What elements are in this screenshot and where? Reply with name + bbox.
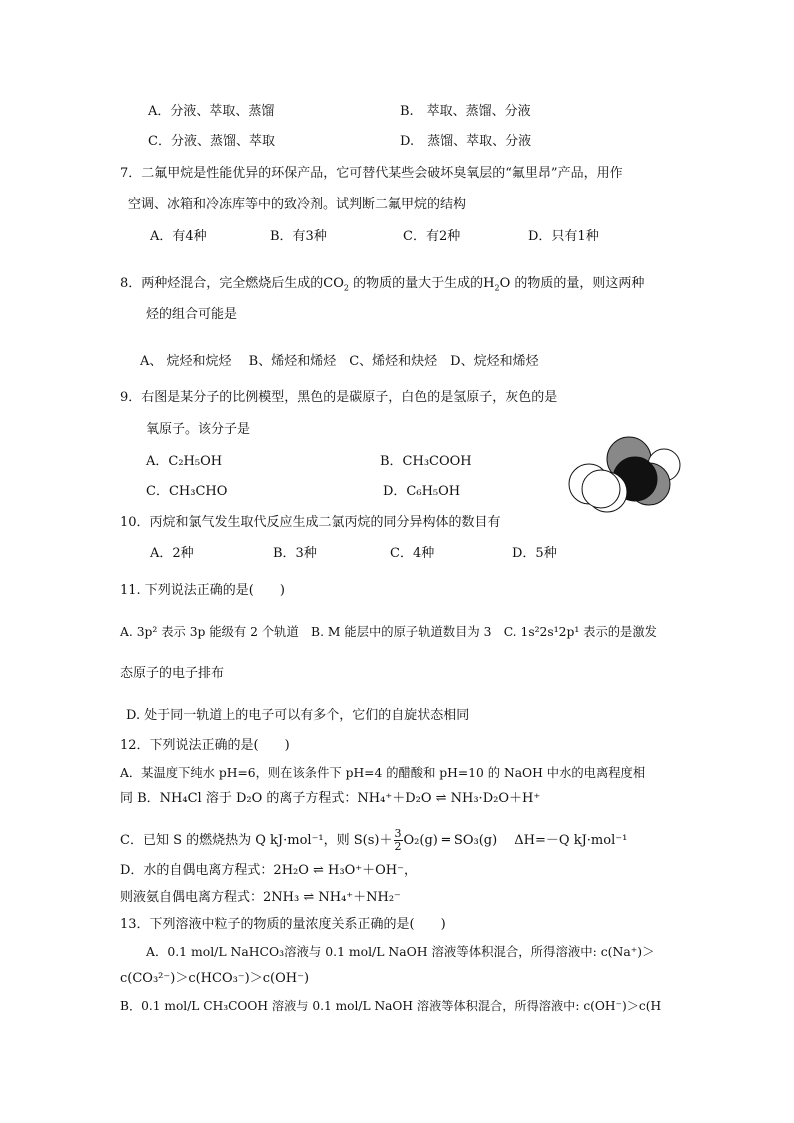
hydrogen-atom-front	[582, 470, 620, 508]
q12-option-a-line2: 同 B．NH₄Cl 溶于 D₂O 的离子方程式：NH₄⁺＋D₂O ⇌ NH₃·D₂O＋H⁺	[120, 791, 541, 806]
q6-option-d: D. 蒸馏、萃取、分液	[400, 134, 532, 149]
q12-option-d-line1: D．水的自偶电离方程式：2H₂O ⇌ H₃O⁺＋OH⁻，	[120, 863, 417, 878]
q7-stem-line2: 空调、冰箱和冷冻库等中的致冷剂。试判断二氟甲烷的结构	[128, 197, 467, 212]
q12-stem: 12．下列说法正确的是( )	[120, 738, 290, 753]
q11-option-c-cont: 态原子的电子排布	[120, 666, 225, 681]
q13-option-a-line1: A．0.1 mol/L NaHCO₃溶液与 0.1 mol/L NaOH 溶液等体积混合，所得溶液中: c(Na⁺)＞	[146, 944, 655, 959]
q10-stem: 10．丙烷和氯气发生取代反应生成二氯丙烷的同分异构体的数目有	[120, 515, 501, 530]
q8-stem-line1: 8．两种烃混合，完全燃烧后生成的$CO_2$ 的物质的量大于生成的$H_2O$ 的物质的量，则这两种	[120, 276, 645, 293]
q9-option-a: A．C₂H₅OH	[146, 454, 223, 469]
q9-option-c: C．CH₃CHO	[146, 484, 228, 499]
q7-option-a: A．有4种	[150, 229, 207, 244]
q11-option-d: D. 处于同一轨道上的电子可以有多个，它们的自旋状态相同	[126, 708, 470, 723]
q7-option-d: D．只有1种	[528, 229, 599, 244]
q7-option-b: B．有3种	[270, 229, 327, 244]
molecule-ball-model	[565, 432, 690, 517]
q13-option-b-line1: B．0.1 mol/L CH₃COOH 溶液与 0.1 mol/L NaOH 溶液等体积混合，所得溶液中: c(OH⁻)＞c(H	[120, 999, 662, 1013]
q6-option-c: C．分液、蒸馏、萃取	[148, 134, 275, 149]
q13-stem: 13．下列溶液中粒子的物质的量浓度关系正确的是( )	[120, 917, 446, 932]
q11-stem: 11. 下列说法正确的是( )	[120, 583, 285, 598]
q9-option-b: B．CH₃COOH	[380, 454, 472, 469]
q6-option-b: B. 萃取、蒸馏、分液	[400, 104, 531, 119]
q10-option-a: A．2种	[150, 546, 194, 561]
q10-option-d: D．5种	[512, 546, 557, 561]
q8-options: A、 烷烃和烷烃 B、烯烃和烯烃 C、烯烃和炔烃 D、烷烃和烯烃	[140, 354, 539, 369]
q13-option-a-line2: c(CO₃²⁻)＞c(HCO₃⁻)＞c(OH⁻)	[120, 971, 310, 986]
q12-option-a-line1: A．某温度下纯水 pH=6，则在该条件下 pH=4 的醋酸和 pH=10 的 NaOH 中水的电离程度相	[120, 766, 646, 780]
q7-stem-line1: 7．二氟甲烷是性能优异的环保产品，它可替代某些会破坏臭氧层的“氟里昂”产品，用作	[120, 166, 623, 181]
fraction: $\frac{3}{2}$	[394, 827, 402, 853]
q12-option-c: C．已知 S 的燃烧热为 Q kJ·mol⁻¹，则 S(s)＋ $\frac{3}{2}$ O₂(g) ═ SO₃(g) ΔH=－Q kJ·mol⁻¹	[120, 827, 628, 853]
q6-option-a: A．分液、萃取、蒸馏	[148, 104, 275, 119]
q12-option-d-line2: 则液氨自偶电离方程式：2NH₃ ⇌ NH₄⁺＋NH₂⁻	[120, 890, 401, 905]
q9-option-d: D．C₆H₅OH	[383, 484, 461, 499]
q10-option-c: C．4种	[390, 546, 435, 561]
q8-stem-line2: 烃的组合可能是	[146, 307, 238, 322]
q7-option-c: C．有2种	[403, 229, 461, 244]
q9-stem-line2: 氧原子。该分子是	[146, 422, 251, 437]
q9-stem-line1: 9．右图是某分子的比例模型，黑色的是碳原子，白色的是氢原子，灰色的是	[120, 390, 558, 405]
q10-option-b: B．3种	[273, 546, 317, 561]
q11-options-abc: A. 3p² 表示 3p 能级有 2 个轨道 B. M 能层中的原子轨道数目为 3 C. 1s²2s¹2p¹ 表示的是激发	[120, 625, 657, 639]
